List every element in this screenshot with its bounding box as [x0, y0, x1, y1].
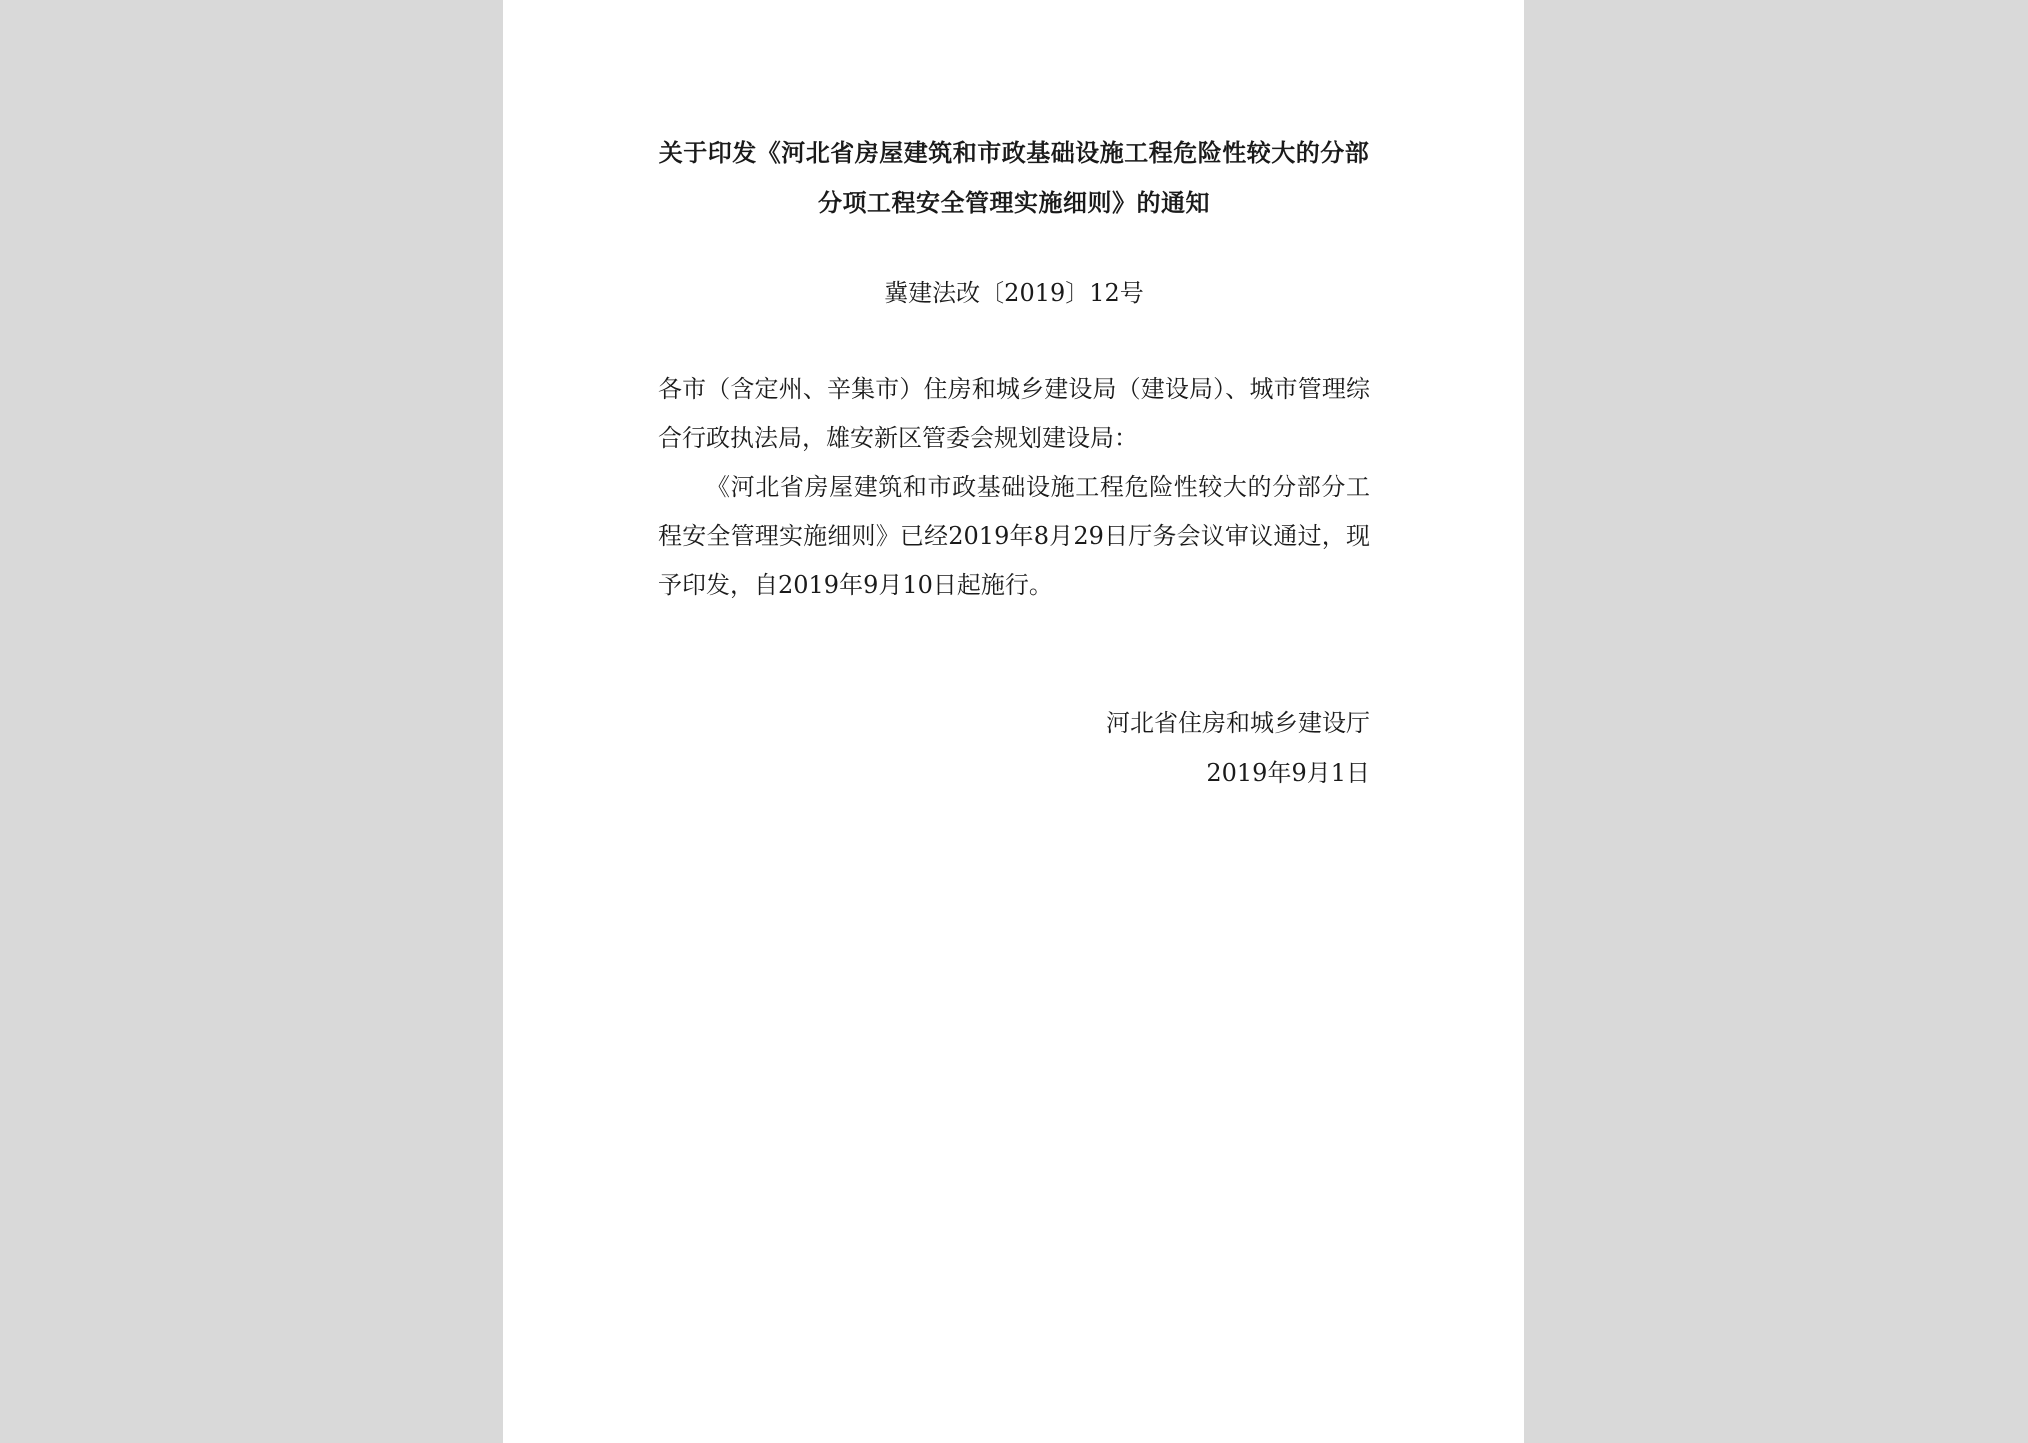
signature-block: [658, 698, 1370, 798]
document-content: [658, 128, 1370, 798]
body-paragraph: 《河北省房屋建筑和市政基础设施工程危险性较大的分部分工程安全管理实施细则》已经2019年8月29日厅务会议审议通过，现予印发，自2019年9月10日起施行。: [658, 473, 1370, 599]
issue-date: 2019年9月1日: [1206, 759, 1370, 787]
document-title: 关于印发《河北省房屋建筑和市政基础设施工程危险性较大的分部分项工程安全管理实施细则》的通知: [658, 138, 1370, 217]
issuer-name: 河北省住房和城乡建设厅: [1106, 709, 1370, 737]
document-page: [503, 0, 1524, 1443]
addressee-paragraph: 各市（含定州、辛集市）住房和城乡建设局（建设局）、城市管理综合行政执法局，雄安新区管委会规划建设局：: [658, 375, 1370, 452]
document-number: 冀建法改〔2019〕12号: [884, 279, 1144, 307]
